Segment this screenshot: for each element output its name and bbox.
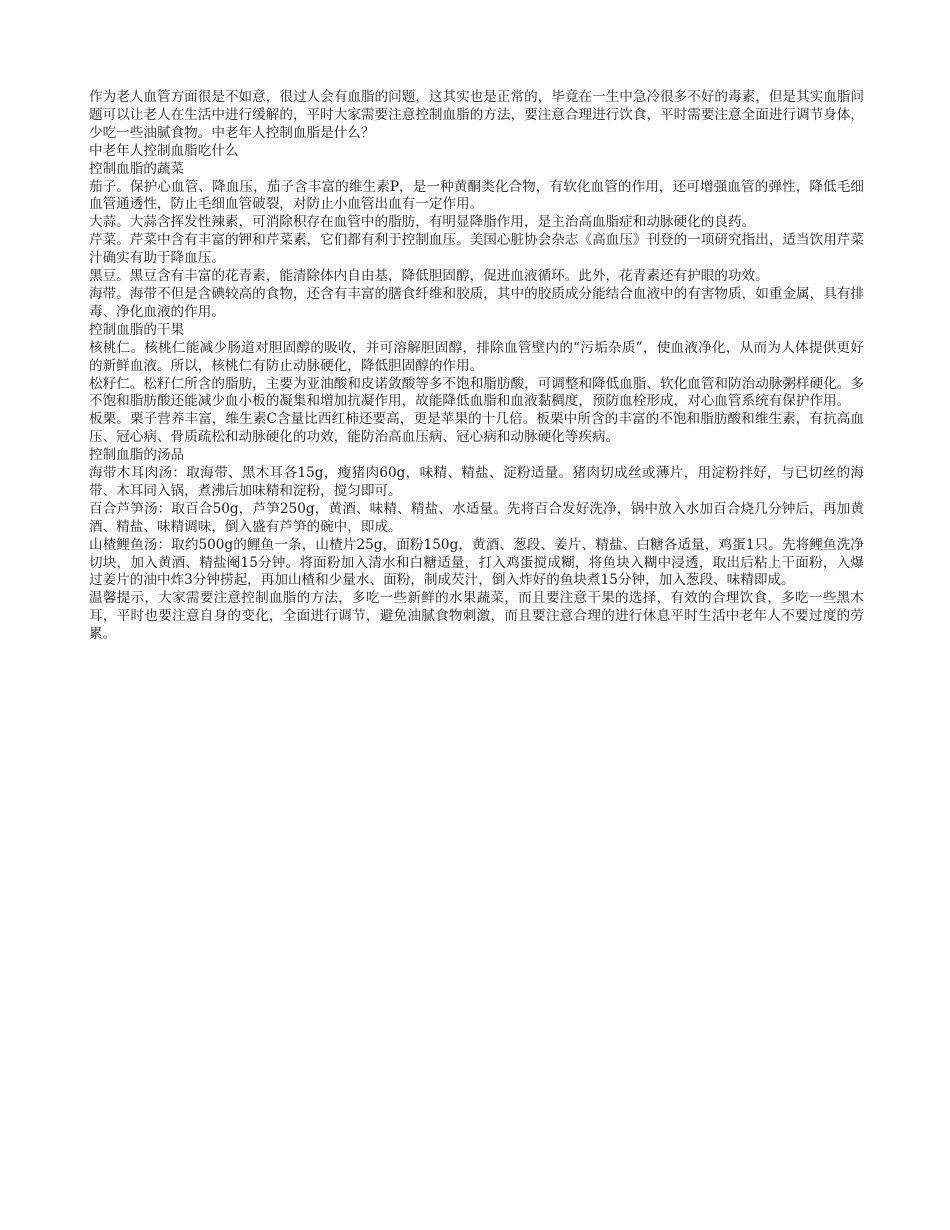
article-body — [89, 89, 864, 644]
item-kelp: 海带。海带不但是含碘较高的食物，还含有丰富的膳食纤维和胶质，其中的胶质成分能结合血液中的有害物质，如重金属，具有排毒、净化血液的作用。 — [89, 285, 864, 320]
item-black-bean: 黑豆。黑豆含有丰富的花青素，能清除体内自由基，降低胆固醇，促进血液循环。此外，花青素还有护眼的功效。 — [89, 268, 769, 285]
intro-paragraph: 作为老人血管方面很是不如意，很过人会有血脂的问题，这其实也是正常的，毕竟在一生中急冷很多不好的毒素，但是其实血脂问题可以让老人在生活中进行缓解的，平时大家需要注意控制血脂的方法，要注意合理进行饮食，平时需要注意全面进行调节身体，少吃一些油腻食物。中老年人控制血脂是什么？ — [89, 89, 864, 141]
item-garlic: 大蒜。大蒜含挥发性辣素，可消除积存在血管中的脂肪，有明显降脂作用，是主治高血脂症和动脉硬化的良药。 — [89, 214, 756, 231]
section-heading-nuts: 控制血脂的干果 — [89, 321, 185, 338]
item-lily-asparagus-soup: 百合芦笋汤：取百合50g，芦笋250g，黄酒、味精、精盐、水适量。先将百合发好洗净，锅中放入水加百合烧几分钟后，再加黄酒、精盐、味精调味，倒入盛有芦笋的碗中，即成。 — [89, 500, 864, 535]
item-hawthorn-carp-soup: 山楂鲤鱼汤：取约500g的鲤鱼一条，山楂片25g，面粉150g，黄酒、葱段、姜片、精盐、白糖各适量，鸡蛋1只。先将鲤鱼洗净切块，加入黄酒、精盐阉15分钟。将面粉加入清水和白糖适量，打入鸡蛋搅成糊，将鱼块入糊中浸透，取出后粘上干面粉，入爆过姜片的油中炸3分钟捞起，再加山楂和少量水、面粉，制成芡汁，倒入炸好的鱼块煮15分钟，加入葱段、味精即成。 — [89, 536, 864, 589]
section-heading-soups: 控制血脂的汤品 — [89, 447, 185, 464]
item-kelp-fungus-soup: 海带木耳肉汤：取海带、黑木耳各15g，瘦猪肉60g，味精、精盐、淀粉适量。猪肉切成丝或薄片，用淀粉拌好，与已切丝的海带、木耳同入锅，煮沸后加味精和淀粉，搅匀即可。 — [89, 465, 864, 499]
item-walnut: 核桃仁。核桃仁能减少肠道对胆固醇的吸收，并可溶解胆固醇，排除血管壁内的“污垢杂质”，使血液净化，从而为人体提供更好的新鲜血液。所以，核桃仁有防止动脉硬化，降低胆固醇的作用。 — [89, 339, 864, 374]
item-eggplant: 茄子。保护心血管、降血压，茄子含丰富的维生素P，是一种黄酮类化合物，有软化血管的作用，还可增强血管的弹性，降低毛细血管通透性，防止毛细血管破裂，对防止小血管出血有一定作用。 — [89, 178, 864, 213]
section-heading-vegetables: 控制血脂的蔬菜 — [89, 160, 185, 177]
item-pine-nut: 松籽仁。松籽仁所含的脂肪，主要为亚油酸和皮诺敛酸等多不饱和脂肪酸，可调整和降低血脂、软化血管和防治动脉粥样硬化。多不饱和脂肪酸还能减少血小板的凝集和增加抗凝作用，故能降低血脂和血液黏稠度，预防血栓形成，对心血管系统有保护作用。 — [89, 375, 864, 410]
closing-paragraph: 温馨提示，大家需要注意控制血脂的方法，多吃一些新鲜的水果蔬菜，而且要注意干果的选择，有效的合理饮食，多吃一些黑木耳，平时也要注意自身的变化，全面进行调节，避免油腻食物刺激，而且要注意合理的进行休息平时生活中老年人不要过度的劳累。 — [89, 590, 864, 643]
item-chestnut: 板栗。栗子营养丰富，维生素C含量比西红柿还要高，更是苹果的十几倍。板栗中所含的丰富的不饱和脂肪酸和维生素，有抗高血压、冠心病、骨质疏松和动脉硬化的功效，能防治高血压病、冠心病和动脉硬化等疾病。 — [89, 411, 864, 446]
main-title: 中老年人控制血脂吃什么 — [89, 142, 239, 159]
item-celery: 芹菜。芹菜中含有丰富的钾和芹菜素，它们都有利于控制血压。美国心脏协会杂志《高血压》刊登的一项研究指出，适当饮用芹菜汁确实有助于降血压。 — [89, 232, 864, 267]
